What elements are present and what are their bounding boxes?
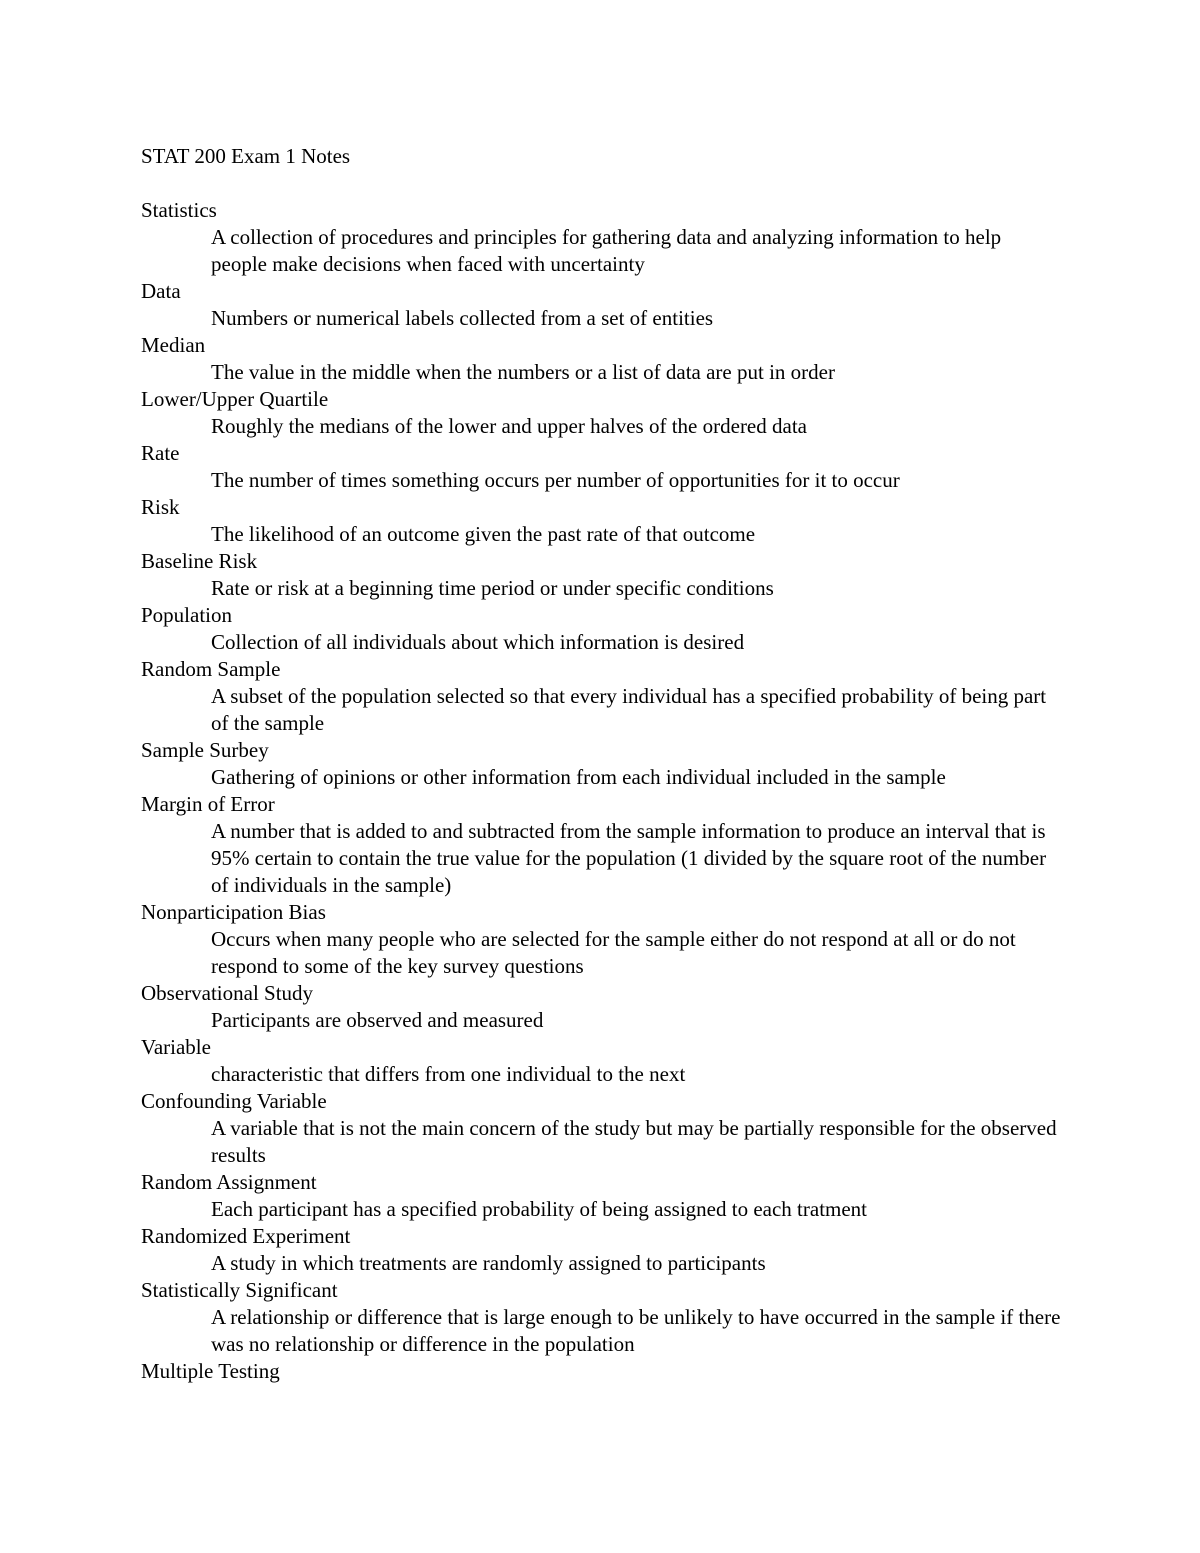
- glossary-definition: A relationship or difference that is large enough to be unlikely to have occurred in the sample if there was no relationship or difference in the population: [211, 1305, 1061, 1356]
- glossary-term: Confounding Variable: [141, 1089, 327, 1113]
- glossary-entry: [141, 737, 1071, 791]
- glossary-definition: A number that is added to and subtracted from the sample information to produce an interval that is 95% certain to contain the true value for the population (1 divided by the square root of the number of individuals in the sample): [211, 819, 1047, 897]
- glossary-entry: [141, 980, 1071, 1034]
- glossary-term: Randomized Experiment: [141, 1224, 351, 1248]
- glossary-definition: Gathering of opinions or other information from each individual included in the sample: [211, 765, 946, 789]
- glossary-entry: [141, 899, 1071, 980]
- glossary-definition: characteristic that differs from one individual to the next: [211, 1062, 686, 1086]
- glossary-entry: [141, 197, 1071, 278]
- glossary-entry: [141, 791, 1071, 899]
- glossary-term: Margin of Error: [141, 792, 275, 816]
- glossary-definition: A variable that is not the main concern of the study but may be partially responsible for the observed results: [211, 1116, 1057, 1167]
- glossary-definition: A collection of procedures and principles for gathering data and analyzing information to help people make decisions when faced with uncertainty: [211, 225, 1002, 276]
- glossary-term: Lower/Upper Quartile: [141, 387, 329, 411]
- glossary-entry: [141, 602, 1071, 656]
- glossary-term: Observational Study: [141, 981, 314, 1005]
- glossary-term: Data: [141, 279, 181, 303]
- glossary-term: Random Sample: [141, 657, 281, 681]
- glossary-term: Sample Surbey: [141, 738, 269, 762]
- glossary-definition: Each participant has a specified probability of being assigned to each tratment: [211, 1197, 868, 1221]
- glossary-term: Nonparticipation Bias: [141, 900, 326, 924]
- glossary-entry: [141, 656, 1071, 737]
- glossary-term: Risk: [141, 495, 180, 519]
- glossary-entry: [141, 332, 1071, 386]
- glossary-definition: Occurs when many people who are selected for the sample either do not respond at all or do not respond to some of the key survey questions: [211, 927, 1016, 978]
- glossary-term: Variable: [141, 1035, 211, 1059]
- glossary-definition: Participants are observed and measured: [211, 1008, 544, 1032]
- glossary-entry: [141, 1034, 1071, 1088]
- glossary-entry: [141, 494, 1071, 548]
- glossary-entry: [141, 1223, 1071, 1277]
- glossary-definition: Roughly the medians of the lower and upper halves of the ordered data: [211, 414, 807, 438]
- glossary-definition: The likelihood of an outcome given the past rate of that outcome: [211, 522, 756, 546]
- glossary-term: Multiple Testing: [141, 1359, 280, 1383]
- glossary-term: Baseline Risk: [141, 549, 258, 573]
- glossary-term: Statistics: [141, 198, 217, 222]
- glossary-entry: [141, 1169, 1071, 1223]
- glossary-entry: [141, 1088, 1071, 1169]
- glossary-entry: [141, 548, 1071, 602]
- glossary-definition: Rate or risk at a beginning time period or under specific conditions: [211, 576, 774, 600]
- glossary-term: Statistically Significant: [141, 1278, 338, 1302]
- glossary-entry: [141, 278, 1071, 332]
- glossary-definition: Collection of all individuals about which information is desired: [211, 630, 745, 654]
- glossary-term: Random Assignment: [141, 1170, 317, 1194]
- document-title: STAT 200 Exam 1 Notes: [141, 144, 351, 168]
- glossary-term: Median: [141, 333, 206, 357]
- glossary-term: Rate: [141, 441, 180, 465]
- glossary-entry: [141, 1358, 1071, 1385]
- glossary-entry: [141, 440, 1071, 494]
- glossary-definition: A study in which treatments are randomly assigned to participants: [211, 1251, 766, 1275]
- glossary-definition: The value in the middle when the numbers or a list of data are put in order: [211, 360, 835, 384]
- glossary-definition: The number of times something occurs per number of opportunities for it to occur: [211, 468, 900, 492]
- glossary-entry: [141, 386, 1071, 440]
- glossary-term: Population: [141, 603, 233, 627]
- glossary-definition: A subset of the population selected so that every individual has a specified probability of being part of the sample: [211, 684, 1047, 735]
- glossary-list: [141, 197, 1071, 1385]
- glossary-entry: [141, 1277, 1071, 1358]
- glossary-definition: Numbers or numerical labels collected from a set of entities: [211, 306, 714, 330]
